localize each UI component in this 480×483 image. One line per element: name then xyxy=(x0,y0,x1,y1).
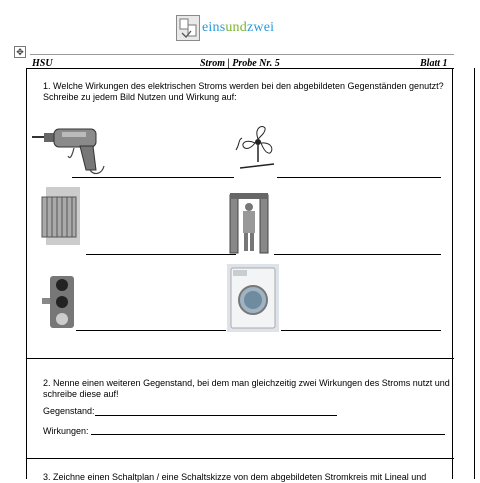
question-1-text: 1. Welche Wirkungen des elektrischen Stroms werden bei den abgebildeten Gegenständen genutzt? Schreibe zu jedem Bild Nutzen und Wirkung auf: xyxy=(43,81,444,102)
logo-text-part1: eins xyxy=(202,20,226,35)
wirkungen-answer-line[interactable] xyxy=(91,434,445,435)
logo-text xyxy=(202,20,274,36)
header-rule xyxy=(30,54,454,55)
table-row-border xyxy=(26,358,454,359)
wirkungen-label: Wirkungen: xyxy=(43,426,89,436)
answer-line-fan[interactable] xyxy=(277,177,441,178)
table-border-left xyxy=(26,68,27,479)
header-sheet: Blatt 1 xyxy=(420,58,448,69)
washing-machine-image xyxy=(227,264,279,337)
answer-line-washing-machine[interactable] xyxy=(281,330,441,331)
table-row-border xyxy=(26,458,454,459)
question-3-text: 3. Zeichne einen Schaltplan / eine Schaltskizze von dem abgebildeten Stromkreis mit Lineal und xyxy=(43,472,427,482)
logo-text-part2: und xyxy=(225,20,247,35)
radiator-image xyxy=(40,187,84,252)
gegenstand-answer-line[interactable] xyxy=(95,415,337,416)
answer-line-scanner[interactable] xyxy=(274,254,441,255)
logo-icon xyxy=(176,15,200,41)
header-title: Strom | Probe Nr. 5 xyxy=(200,58,280,69)
table-border-right xyxy=(474,68,475,479)
traffic-light-image xyxy=(42,276,74,335)
table-border-mid xyxy=(452,68,453,479)
table-row-border xyxy=(26,68,454,69)
logo-text-part3: zwei xyxy=(246,20,275,35)
gegenstand-label: Gegenstand: xyxy=(43,406,95,416)
answer-line-drill[interactable] xyxy=(72,177,234,178)
question-2-text: 2. Nenne einen weiteren Gegenstand, bei dem man gleichzeitig zwei Wirkungen des Stroms nutzt und schreibe diese auf! xyxy=(43,378,450,399)
header-subject: HSU xyxy=(32,58,53,69)
table-move-handle-icon[interactable]: ✥ xyxy=(14,46,26,58)
security-scanner-image xyxy=(228,193,272,260)
answer-line-traffic-light[interactable] xyxy=(76,330,226,331)
drill-image xyxy=(30,126,105,183)
logo xyxy=(176,14,274,42)
fan-image xyxy=(234,122,278,177)
answer-line-radiator[interactable] xyxy=(86,254,236,255)
